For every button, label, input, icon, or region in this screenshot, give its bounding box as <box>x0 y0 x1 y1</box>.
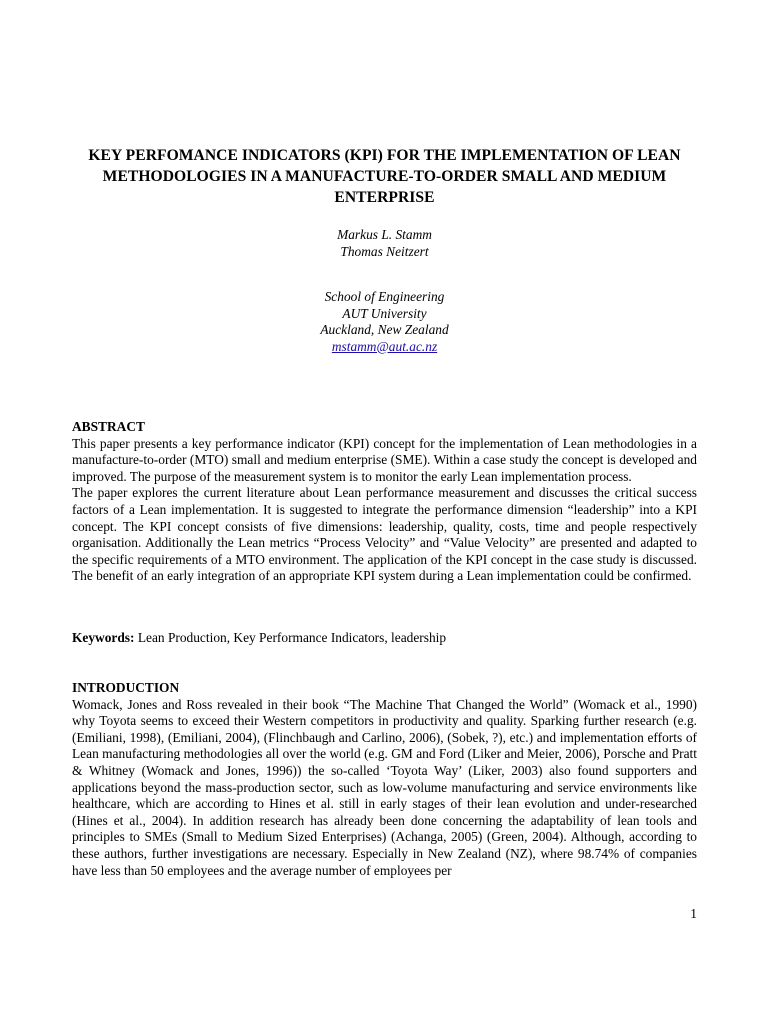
introduction-section <box>72 680 697 879</box>
abstract-paragraph-1: This paper presents a key performance indicator (KPI) concept for the implementation of Lean methodologies in a manufacture-to-order (MTO) small and medium enterprise (SME). Within a case study the concept is developed and improved. The purpose of the measurement system is to monitor the early Lean implementation process. <box>72 435 697 484</box>
abstract-heading: ABSTRACT <box>72 419 145 434</box>
paper-title: KEY PERFOMANCE INDICATORS (KPI) FOR THE IMPLEMENTATION OF LEAN METHODOLOGIES IN A MANUFACTURE-TO-ORDER SMALL AND MEDIUM ENTERPRISE <box>88 147 681 206</box>
keywords-text: Lean Production, Key Performance Indicators, leadership <box>134 630 447 645</box>
introduction-heading: INTRODUCTION <box>72 680 180 695</box>
email-link[interactable]: mstamm@aut.ac.nz <box>331 338 438 354</box>
author-name: Markus L. Stamm <box>337 227 432 242</box>
affiliation-location: Auckland, New Zealand <box>320 322 449 337</box>
keywords-section <box>72 630 697 647</box>
page-number: 1 <box>690 906 697 921</box>
keywords-label: Keywords: <box>72 630 135 645</box>
abstract-paragraph-2: The paper explores the current literature about Lean performance measurement and discusses the critical success factors of a Lean implementation. It is suggested to integrate the performance dimension “leadership” into a KPI concept. The KPI concept consists of five dimensions: leadership, quality, costs, time and people respectively organisation. Additionally the Lean metrics “Process Velocity” and “Value Velocity” are presented and adapted to the specific requirements of a MTO environment. The application of the KPI concept in the case study is discussed. The benefit of an early integration of an appropriate KPI system during a Lean implementation could be confirmed. <box>72 485 697 584</box>
author-name: Thomas Neitzert <box>340 243 429 259</box>
introduction-paragraph: Womack, Jones and Ross revealed in their book “The Machine That Changed the World” (Womack et al., 1990) why Toyota seems to exceed their Western competitors in productivity and quality. Sparking further research (e.g. (Emiliani, 1998), (Emiliani, 2004), (Flinchbaugh and Carlino, 2006), (Sobek, ?), etc.) and implementation efforts of Lean manufacturing methodologies all over the world (e.g. GM and Ford (Liker and Meier, 2006), Porsche and Pratt & Whitney (Womack and Jones, 1996)) the so-called ‘Toyota Way’ (Liker, 2003) also found supporters and applications beyond the mass-production sector, such as low-volume manufacturing and service environments like healthcare, which are according to Hines et al. still in early stages of their lean evolution and under-researched (Hines et al., 2004). In addition research has already been done concerning the adaptability of lean tools and principles to SMEs (Small to Medium Sized Enterprises) (Achanga, 2005) (Green, 2004). Although, according to these authors, further investigations are necessary. Especially in New Zealand (NZ), where 98.74% of companies have less than 50 employees and the average number of employees per <box>72 696 697 878</box>
abstract-section <box>72 419 697 585</box>
author-list <box>72 227 697 260</box>
affiliation-school: School of Engineering <box>324 289 445 304</box>
affiliation-block <box>72 289 697 355</box>
affiliation-university: AUT University <box>342 305 427 321</box>
